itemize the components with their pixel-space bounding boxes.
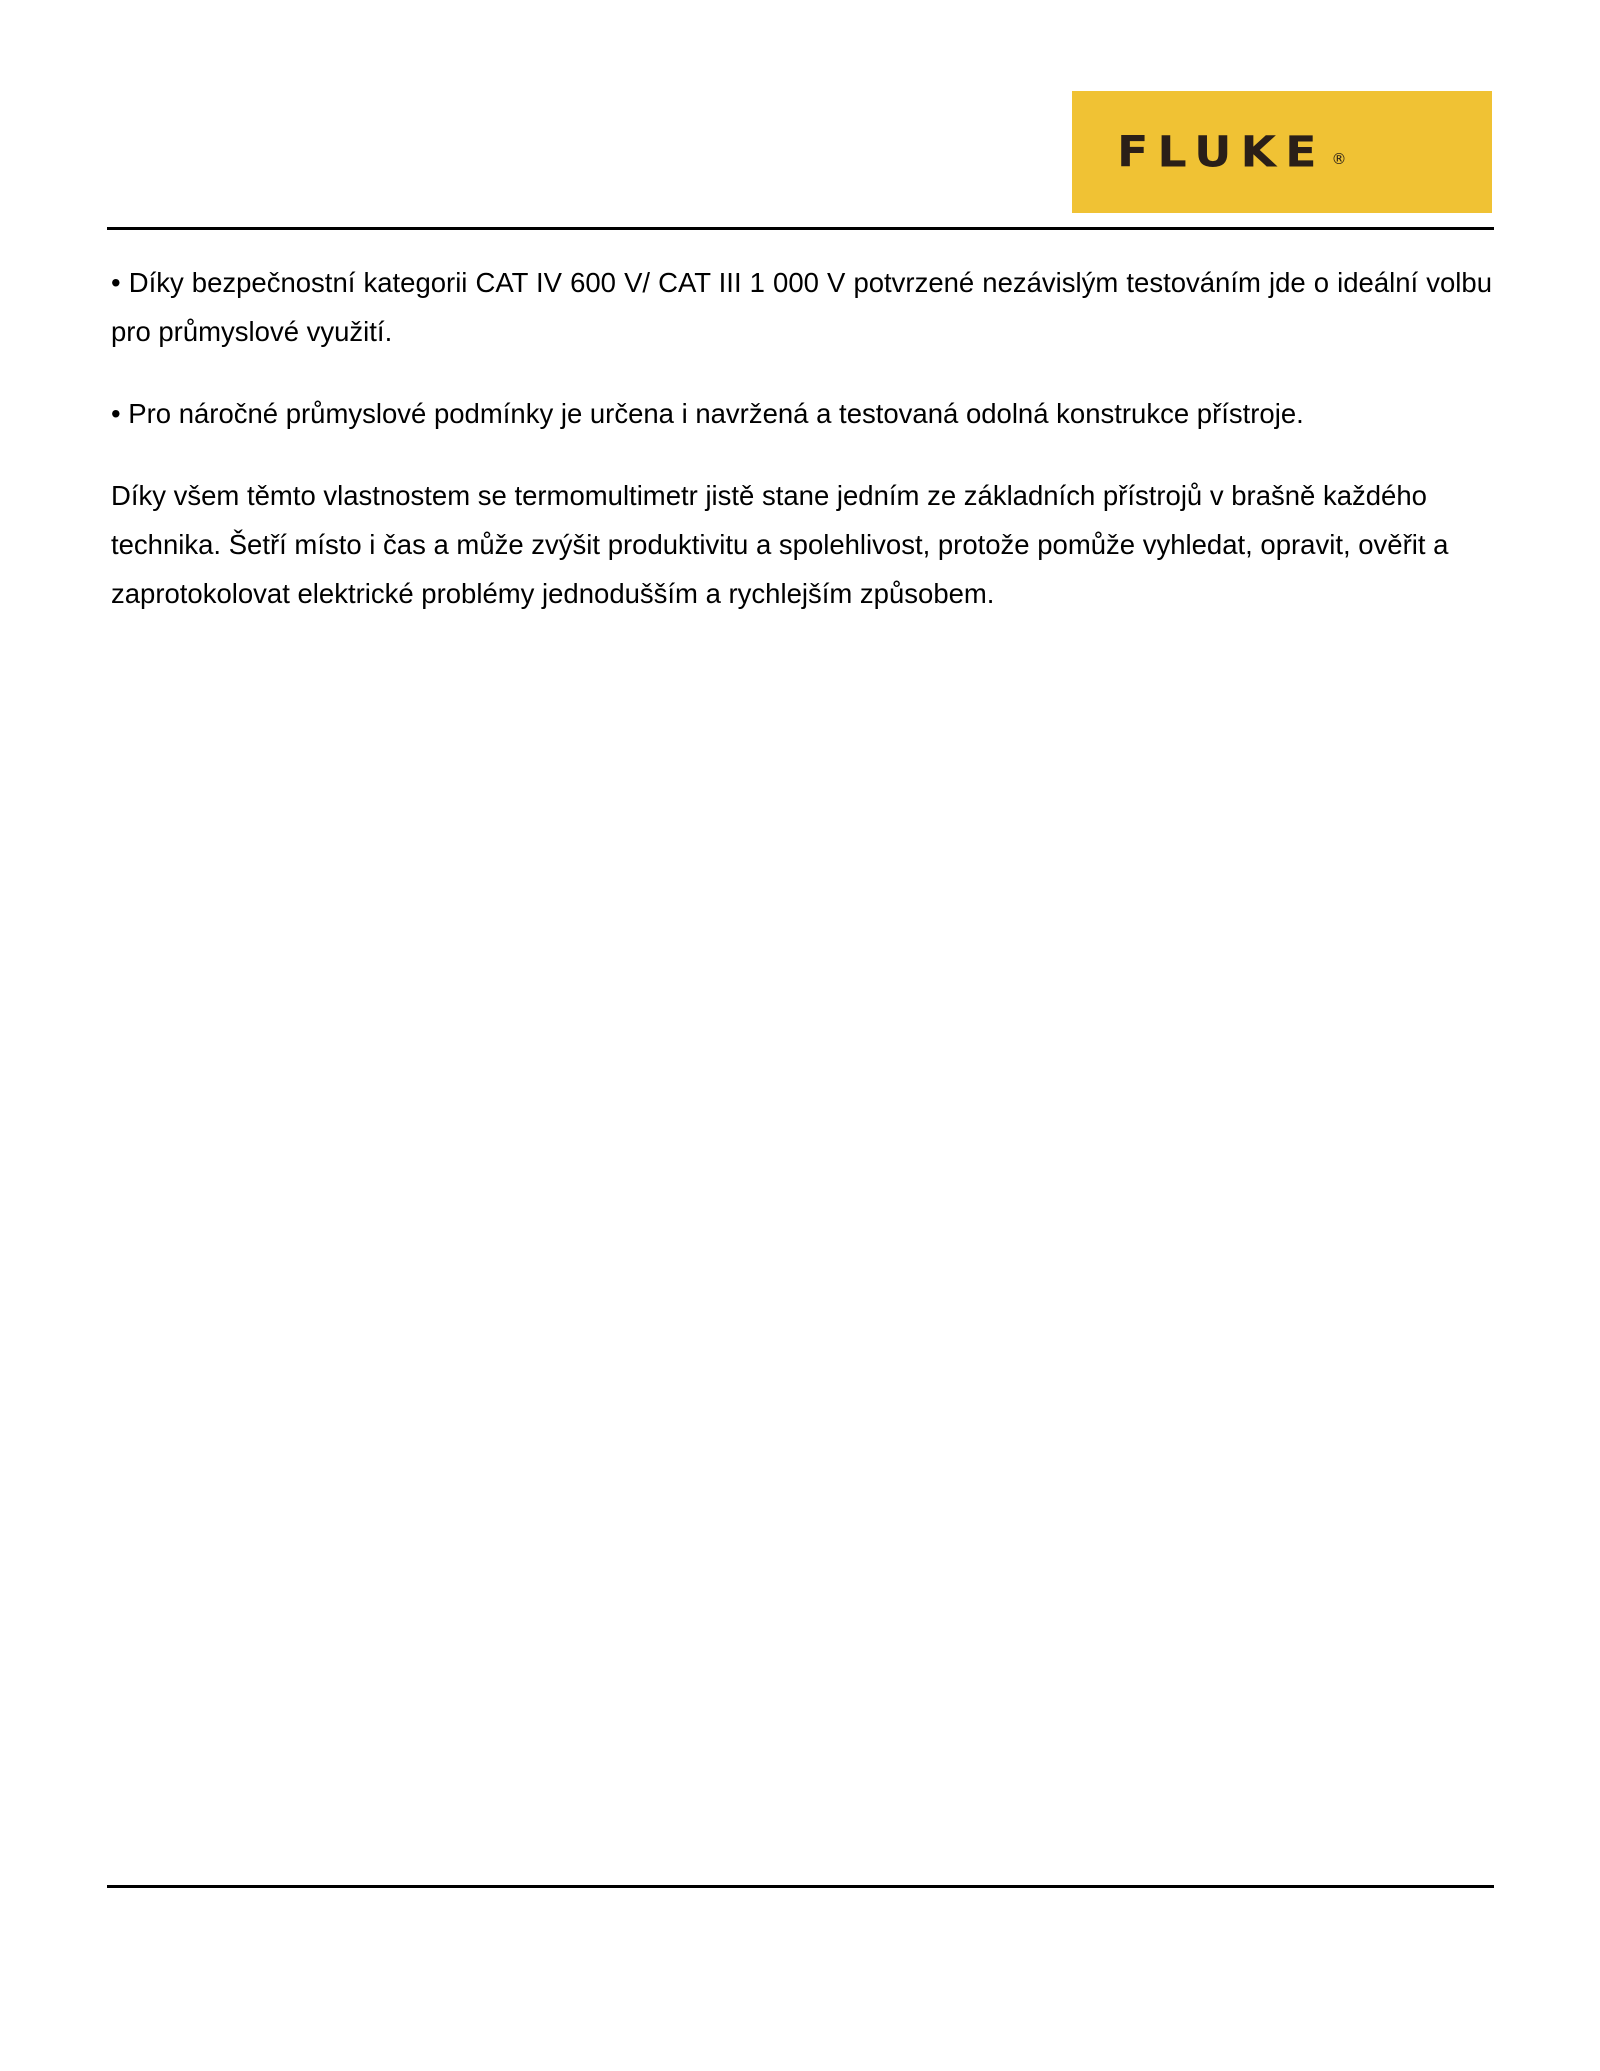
footer-divider [107, 1885, 1494, 1888]
bullet-paragraph-safety: • Díky bezpečnostní kategorii CAT IV 600 V/ CAT III 1 000 V potvrzené nezávislým testováním jde o ideální volbu pro průmyslové využití. [111, 267, 1492, 347]
registered-mark-icon: ® [1331, 150, 1347, 168]
logo-wordmark: FLUKE [1117, 127, 1326, 177]
fluke-logo [1072, 91, 1492, 213]
bullet-paragraph-construction: • Pro náročné průmyslové podmínky je určena i navržená a testovaná odolná konstrukce přístroje. [111, 398, 1304, 429]
summary-paragraph: Díky všem těmto vlastnostem se termomultimetr jistě stane jedním ze základních přístrojů v brašně každého technika. Šetří místo i čas a může zvýšit produktivitu a spolehlivost, protože pomůže vyhledat, opravit, ověřit a zaprotokolovat elektrické problémy jednodušším a rychlejším způsobem. [111, 480, 1449, 609]
header-divider [107, 227, 1494, 230]
document-body [111, 258, 1492, 651]
